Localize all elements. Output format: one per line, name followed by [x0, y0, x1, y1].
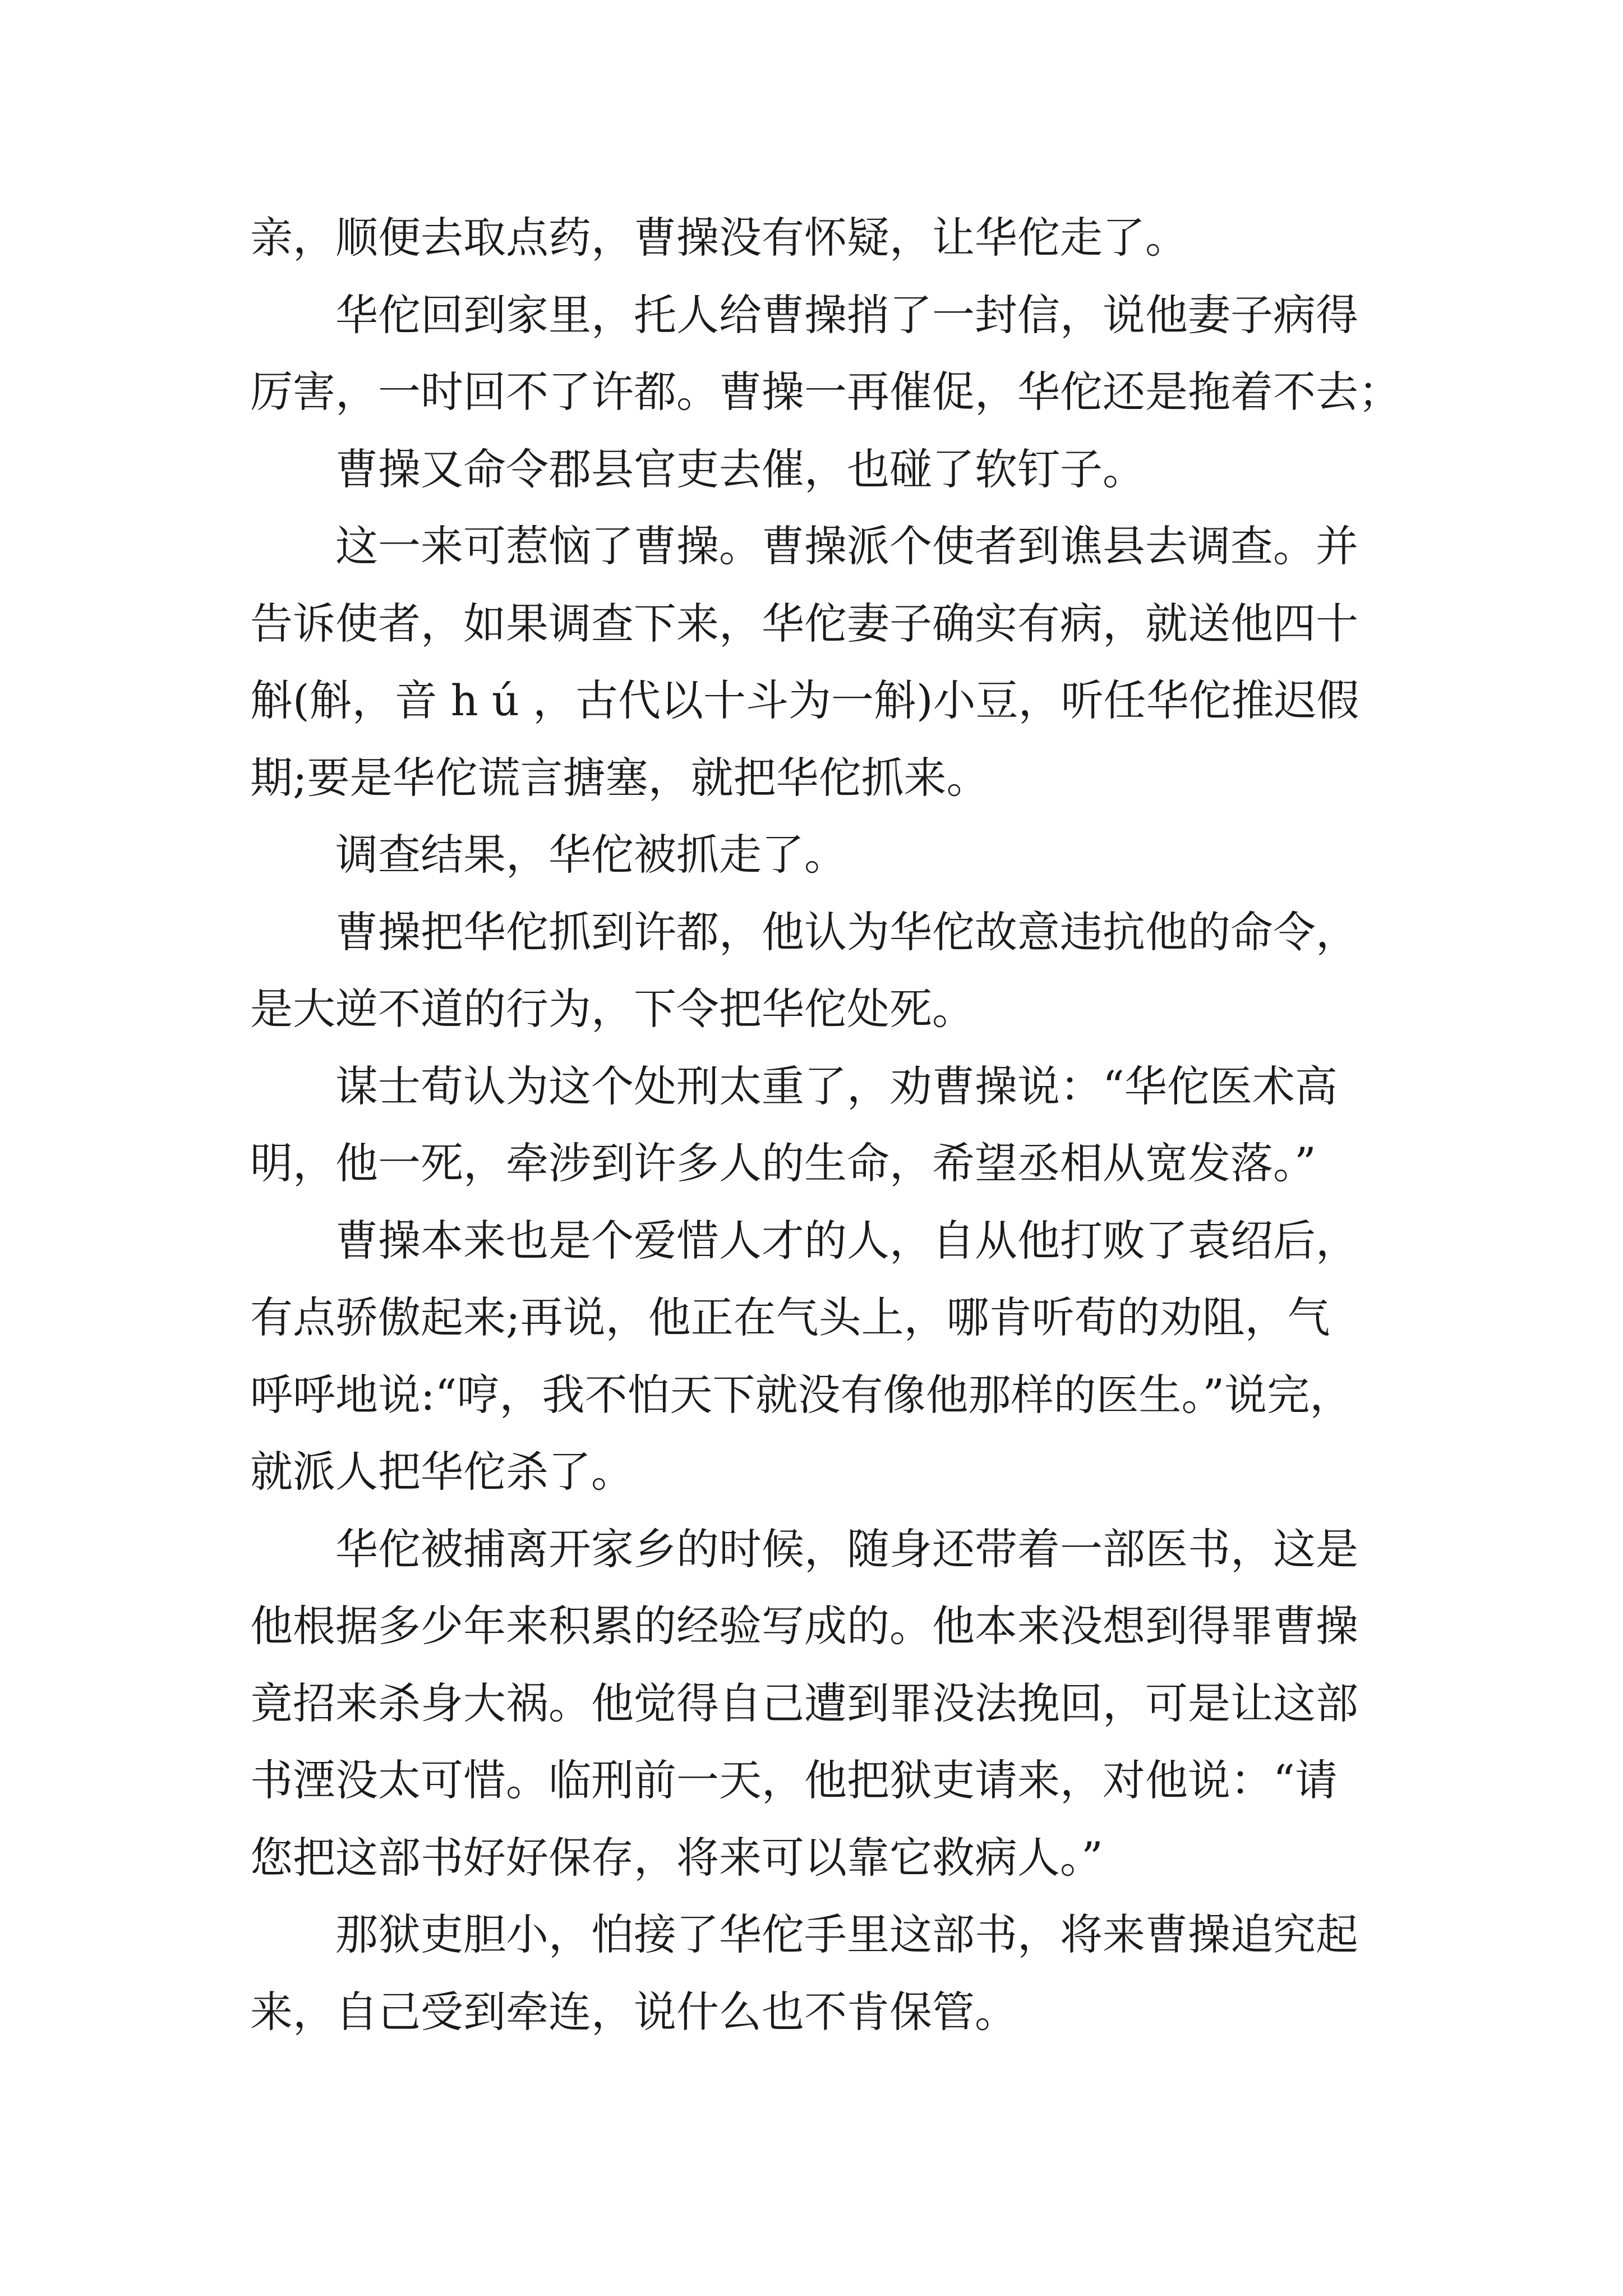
text-line: 这一来可惹恼了曹操。曹操派个使者到谯县去调查。并 — [335, 521, 1358, 571]
text-line: 曹操又命令郡县官吏去催，也碰了软钉子。 — [335, 444, 1145, 494]
text-line: 他根据多少年来积累的经验写成的。他本来没想到得罪曹操 — [250, 1601, 1358, 1651]
text-line: 书湮没太可惜。临刑前一天，他把狱吏请来，对他说：“请 — [250, 1755, 1338, 1805]
text-line: 有点骄傲起来;再说，他正在气头上，哪肯听荀的劝阻，气 — [250, 1292, 1330, 1342]
text-line: 曹操把华佗抓到许都，他认为华佗故意违抗他的命令， — [335, 907, 1358, 957]
text-line: 那狱吏胆小，怕接了华佗手里这部书，将来曹操追究起 — [335, 1910, 1358, 1959]
text-line: 华佗回到家里，托人给曹操捎了一封信，说他妻子病得 — [335, 289, 1358, 340]
text-line: 呼呼地说:“哼，我不怕天下就没有像他那样的医生。”说完， — [250, 1369, 1353, 1420]
text-line: 期;要是华佗谎言搪塞，就把华佗抓来。 — [250, 752, 989, 803]
text-line: 竟招来杀身大祸。他觉得自己遭到罪没法挽回，可是让这部 — [250, 1678, 1358, 1728]
body-text — [250, 199, 1401, 2050]
text-line: 就派人把华佗杀了。 — [250, 1447, 634, 1497]
text-line: 是大逆不道的行为，下令把华佗处死。 — [250, 984, 975, 1034]
text-line: 告诉使者，如果调查下来，华佗妻子确实有病，就送他四十 — [250, 598, 1358, 648]
text-line: 华佗被捕离开家乡的时候，随身还带着一部医书，这是 — [335, 1524, 1358, 1574]
text-line: 曹操本来也是个爱惜人才的人，自从他打败了袁绍后， — [335, 1215, 1358, 1266]
text-line: 谋士荀认为这个处刑太重了，劝曹操说：“华佗医术高 — [335, 1061, 1338, 1111]
text-line: 来，自己受到牵连，说什么也不肯保管。 — [250, 1986, 1017, 2037]
text-line: 斛(斛，音 h ú ，古代以十斗为一斛)小豆，听任华佗推迟假 — [250, 675, 1359, 725]
text-line: 厉害，一时回不了许都。曹操一再催促，华佗还是拖着不去； — [250, 367, 1401, 417]
text-line: 亲，顺便去取点药，曹操没有怀疑，让华佗走了。 — [250, 213, 1188, 263]
text-line: 明，他一死，牵涉到许多人的生命，希望丞相从宽发落。” — [250, 1138, 1316, 1188]
text-line: 您把这部书好好保存，将来可以靠它救病人。” — [250, 1832, 1103, 1883]
text-line: 调查结果，华佗被抓走了。 — [335, 830, 847, 880]
